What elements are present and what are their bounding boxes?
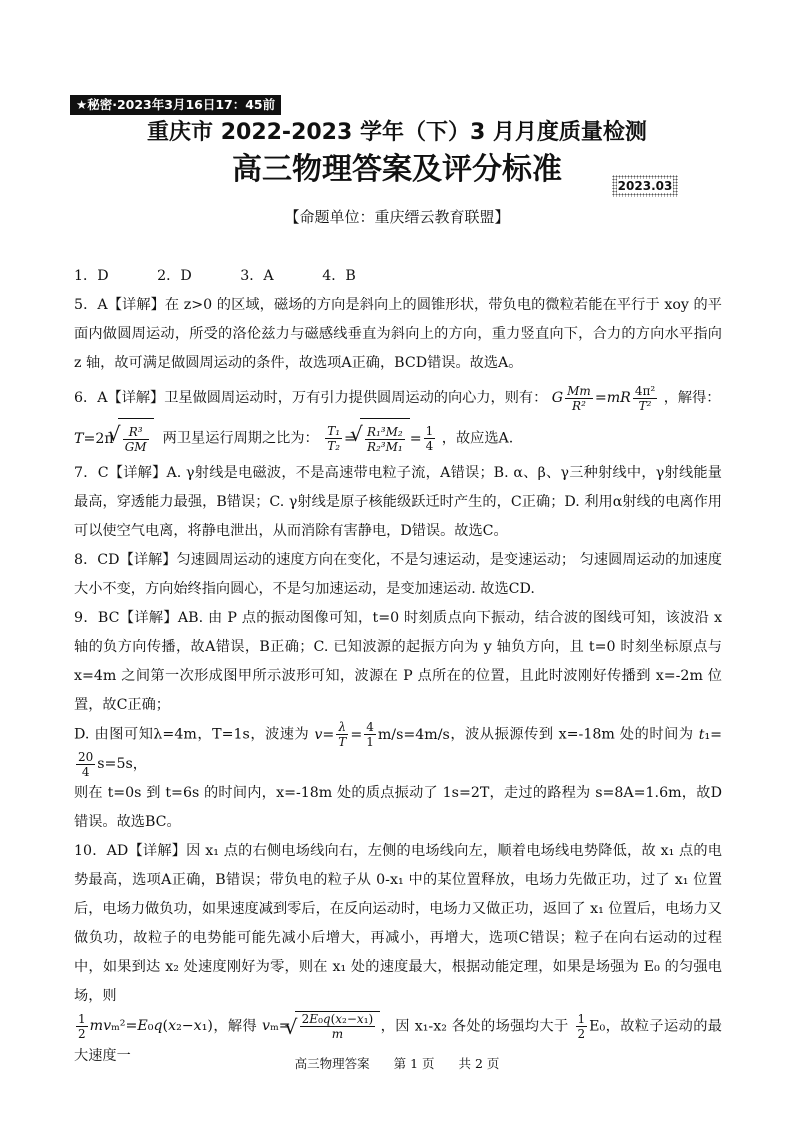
mcq-answers <box>74 262 722 291</box>
date-badge: 2023.03 <box>612 175 678 197</box>
formula-time: t₁= $\frac{20}{4}$ s=5s <box>78 726 723 779</box>
answer-3: 3．A <box>240 268 274 284</box>
formula-gravity: G $\frac{Mm}{\text{R²}}$ =mR $\frac{\text{4π²}}{\text{T²}}$ <box>551 383 656 413</box>
answer-2: 2．D <box>157 268 192 284</box>
question-10: 10．AD【详解】因 x₁ 点的右侧电场线向右，左侧的电场线向左，顺着电场线电势降低，故 x₁ 点的电势最高，选项A正确，B错误；带负电的粒子从 0-x₁ 中的某位置释放，电场力先做正功，过了 x₁ 位置后，电场力做负功，如果速度减到零后，在反向运动时，电场力又做正功，返回了 x₁ 位置后，电场力又做负功，故粒子的电势能可能先减小后增大，再减小，再增大，选项C错误；粒子在向右运动的过程中，如果到达 x₂ 处速度刚好为零，则在 x₁ 处的速度最大，根据动能定理，如果是场强为 E₀ 的匀强电场，则 $\frac{1}{2}$ mvₘ²=E₀q(x₂−x₁)，解得 vₘ= √ $\frac{\text{2E₀q(x₂−x₁)}}{m}$ ，因 x₁-x₂ 各处的场强均大于 $\frac{1}{2}$ E₀，故粒子运动的最大速度一 <box>74 837 722 1071</box>
question-7: 7．C【详解】A. γ射线是电磁波，不是高速带电粒子流，A错误；B. α、β、γ三种射线中，γ射线能量最高，穿透能力最强，B错误；C. γ射线是原子核能级跃迁时产生的，C正确；D. 利用α射线的电离作用可以使空气电离，将静电泄出，从而消除有害静电，D错误。故选C。 <box>74 465 722 539</box>
author-unit: 【命题单位：重庆缙云教育联盟】 <box>284 208 510 226</box>
page-footer <box>0 1055 794 1073</box>
answer-4: 4．B <box>322 268 356 284</box>
question-8: 8．CD【详解】匀速圆周运动的速度方向在变化，不是匀速运动，是变速运动； 匀速圆周运动的加速度大小不变，方向始终指向圆心，不是匀加速运动，是变加速运动. 故选CD. <box>74 552 722 597</box>
formula-energy: $\frac{1}{2}$ mvₘ²=E₀q(x₂−x₁) <box>78 1011 213 1041</box>
page-title: 高三物理答案及评分标准 <box>232 152 562 187</box>
footer-total: 共 2 页 <box>458 1056 500 1071</box>
answer-1: 1．D <box>74 268 109 284</box>
formula-vmax: vₘ= √ $\frac{\text{2E₀q(x₂−x₁)}}{m}$ <box>262 1018 380 1034</box>
exam-title: 重庆市 2022-2023 学年（下）3 月月度质量检测 <box>147 120 647 145</box>
formula-speed: v= $\frac{\lambda}{T}$ = $\frac{4}{1}$ m/s=4m/s <box>314 720 450 749</box>
answer-body <box>74 262 722 1071</box>
secret-tag: ★秘密·2023年3月16日17：45前 <box>70 95 281 115</box>
formula-period: T=2π √ $\frac{\text{R³}}{GM}$ <box>74 431 154 447</box>
formula-ratio: $\frac{\text{T₁}}{\text{T₂}}$ = √ $\frac{\text{R₁³M₂}}{\text{R₂³M₁}}$ = $\frac{1}{4}$ <box>323 431 437 447</box>
question-5: 5．A【详解】在 z>0 的区域，磁场的方向是斜向上的圆锥形状，带负电的微粒若能在平行于 xoy 的平面内做圆周运动，所受的洛伦兹力与磁感线垂直为斜向上的方向，重力竖直向下，合力的方向水平指向 z 轴，故可满足做圆周运动的条件，故选项A正确，BCD错误。故选A。 <box>74 297 722 371</box>
footer-page: 第 1 页 <box>393 1056 435 1071</box>
question-9: 9．BC【详解】AB. 由 P 点的振动图像可知，t=0 时刻质点向下振动，结合波的图线可知，该波沿 x 轴的负方向传播，故A错误，B正确；C. 已知波源的起振方向为 y 轴负方向，且 t=0 时刻坐标原点与 x=4m 之间第一次形成图甲所示波形可知，波源在 P 点所在的位置，且此时波刚好传播到 x=-2m 位置，故C正确； D. 由图可知λ=4m，T=1s，波速为 v= $\frac{\lambda}{T}$ = $\frac{4}{1}$ m/s=4m/s，波从振源传到 x=-18m 处的时间为 t₁= $\frac{20}{4}$ s=5s， 则在 t=0s 到 t=6s 的时间内，x=-18m 处的质点振动了 1s=2T，走过的路程为 s=8A=1.6m，故D错误。故选BC。 <box>74 610 723 830</box>
footer-subject: 高三物理答案 <box>294 1056 370 1071</box>
question-6: 6．A【详解】卫星做圆周运动时，万有引力提供圆周运动的向心力，则有： G $\frac{Mm}{\text{R²}}$ =mR $\frac{\text{4π²}}{\text{T²}}$ ，解得： T=2π √ $\frac{\text{R³}}{GM}$ 两卫星运行周期之比为： $\frac{\text{T₁}}{\text{T₂}}$ = √ $\frac{\text{R₁³M₂}}{\text{R₂³M₁}}$ = $\frac{1}{4}$ ，故应选A. <box>74 378 722 459</box>
